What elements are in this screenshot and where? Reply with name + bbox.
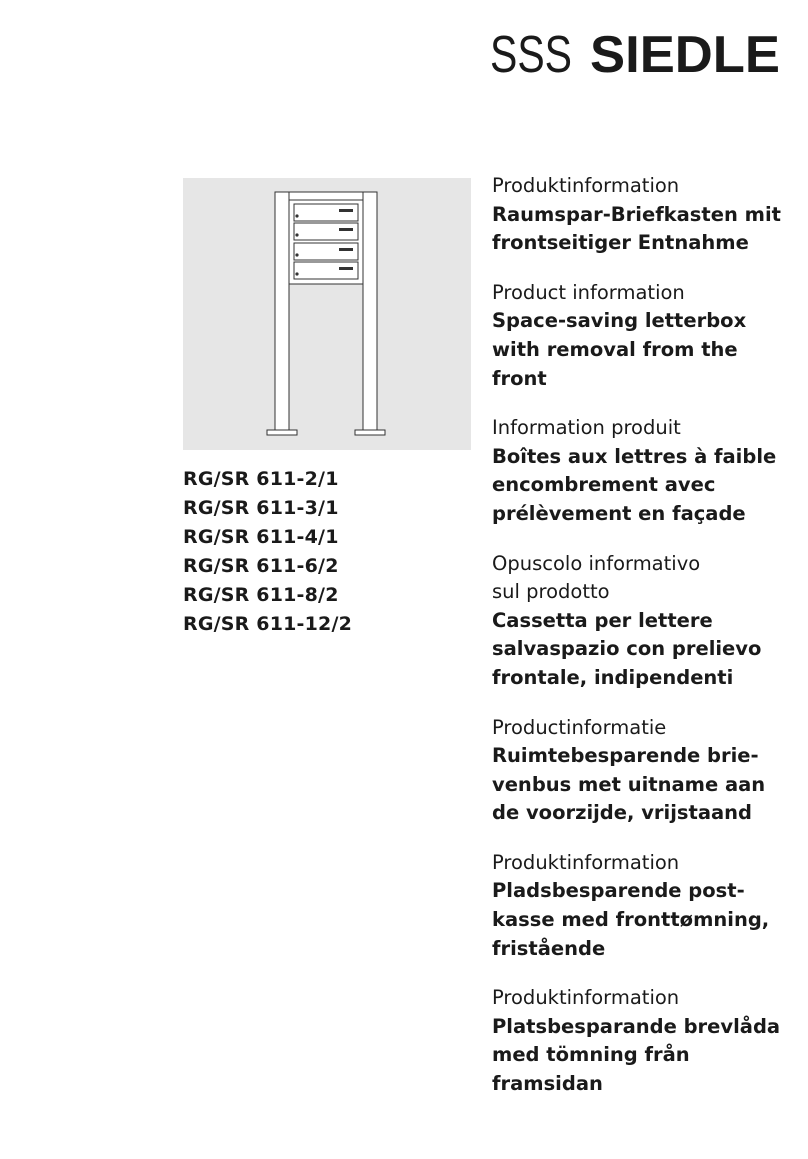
section-heading: Productinformatie [492, 715, 667, 739]
section-heading: Produktinformation [492, 174, 680, 197]
section-description: Space-saving letterbox with removal from the front [492, 309, 747, 390]
model-number: RG/SR 611-4/1 [183, 526, 339, 548]
section-description: Cassetta per lettere salvaspazio con prelievo frontale, indipendenti [492, 608, 762, 689]
section-da [492, 849, 792, 963]
section-description: Boîtes aux lettres à faible encombrement avec prélèvement en façade [492, 444, 777, 525]
model-list [183, 465, 352, 639]
model-number: RG/SR 611-3/1 [183, 497, 339, 519]
section-heading: Information produit [492, 416, 681, 440]
model-number: RG/SR 611-8/2 [183, 584, 339, 606]
model-number: RG/SR 611-12/2 [183, 613, 353, 635]
section-description: Pladsbesparende post- kasse med fronttømning, fristående [492, 879, 770, 960]
model-number: RG/SR 611-2/1 [183, 468, 339, 490]
logo-name: SIEDLE [590, 26, 780, 82]
section-description: Ruimtebesparende brie- venbus met uitname aan de voorzijde, vrijstaand [492, 744, 766, 825]
product-info-sections [492, 172, 792, 1120]
product-illustration [183, 178, 471, 450]
section-nl [492, 714, 792, 828]
letterbox-stand-drawing [183, 178, 471, 450]
model-number: RG/SR 611-6/2 [183, 555, 339, 577]
section-en [492, 279, 792, 393]
section-heading: Produktinformation [492, 986, 680, 1010]
section-description: Raumspar-Briefkasten mit frontseitiger Entnahme [492, 202, 781, 255]
siedle-logo [490, 22, 782, 82]
section-description: Platsbesparande brevlåda med tömning från framsidan [492, 1014, 781, 1096]
section-de [492, 172, 792, 258]
section-it [492, 550, 792, 693]
section-heading: Opuscolo informativo sul prodotto [492, 551, 701, 604]
section-heading: Produktinformation [492, 850, 680, 874]
section-sv [492, 984, 792, 1098]
section-heading: Product information [492, 280, 685, 304]
section-fr [492, 414, 792, 528]
logo-mark: SSS [490, 26, 572, 82]
